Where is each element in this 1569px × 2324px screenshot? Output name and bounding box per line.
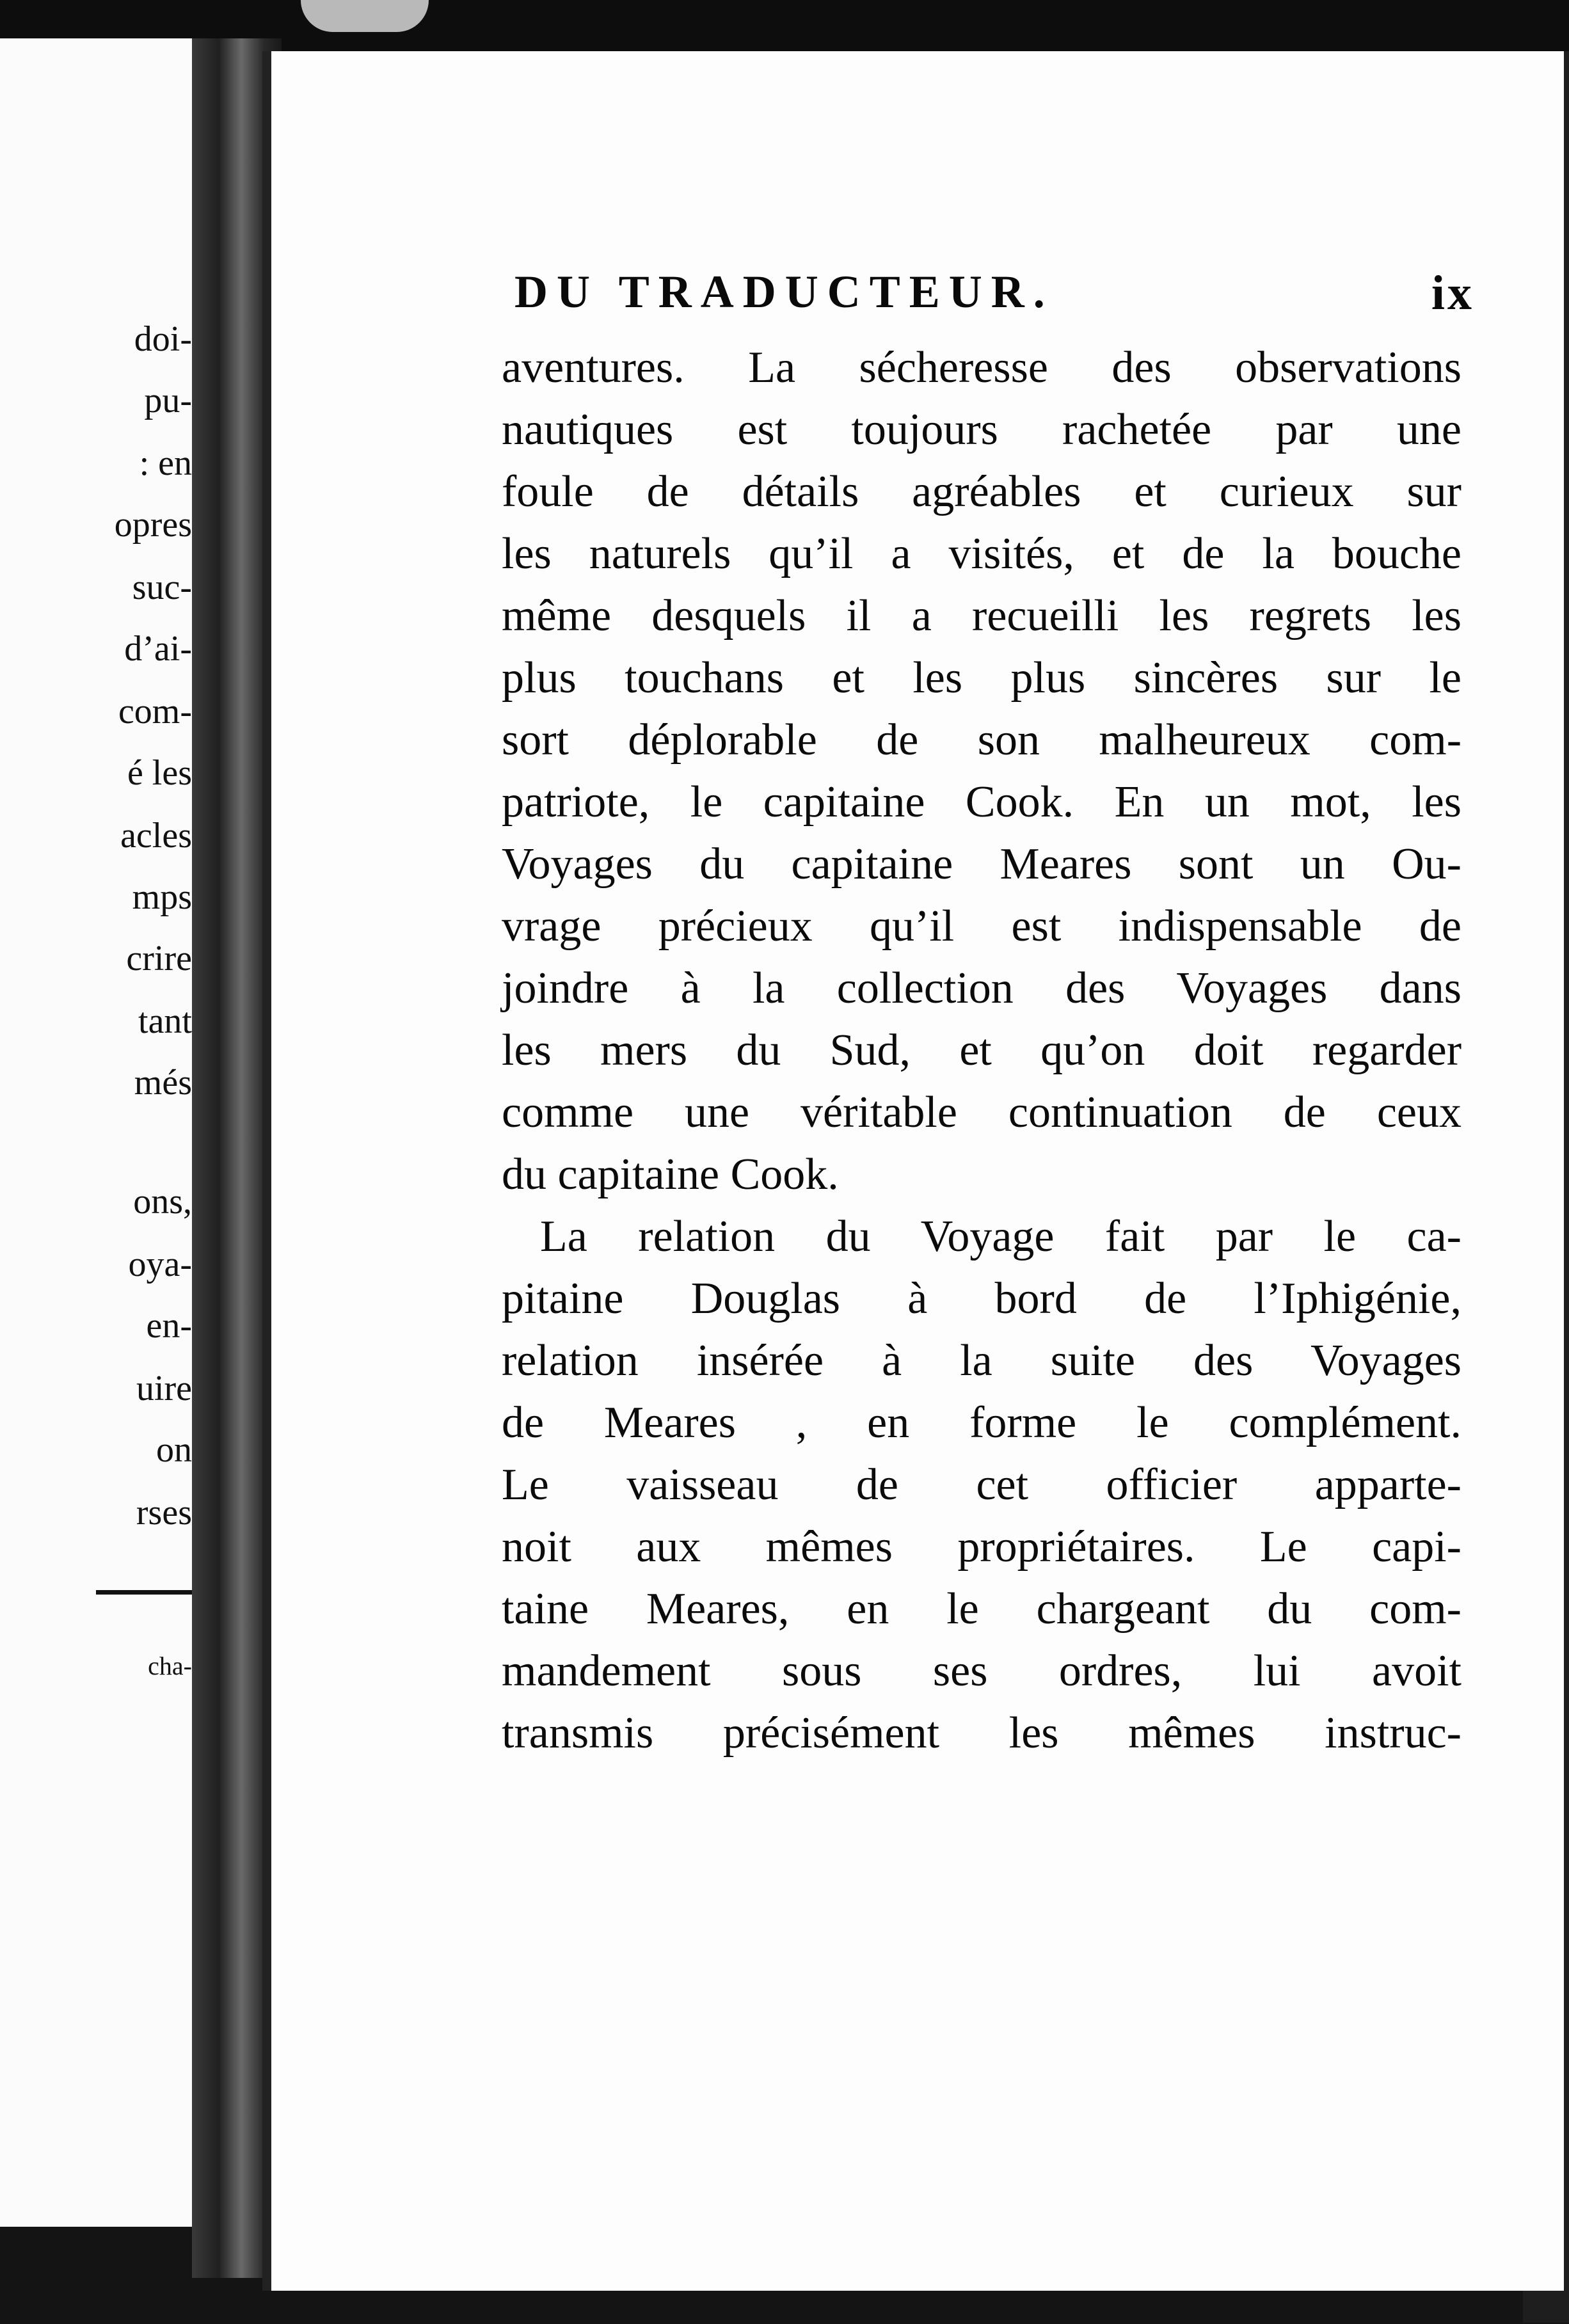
left-page — [0, 38, 192, 2227]
text-line: aventures. La sécheresse des observations — [502, 343, 1461, 392]
left-fragment: mps — [132, 877, 192, 917]
text-line: relation insérée à la suite des Voyages — [502, 1336, 1461, 1385]
footnote-rule — [96, 1590, 192, 1595]
running-head: DU TRADUCTEUR. — [514, 266, 1054, 317]
left-fragment: crire — [126, 939, 192, 978]
left-fragment: en- — [146, 1306, 192, 1346]
left-fragment: rses — [136, 1493, 192, 1532]
text-line: vrage précieux qu’il est indispensable de — [502, 902, 1461, 951]
left-fragment: uire — [136, 1369, 192, 1408]
text-line: taine Meares, en le chargeant du com- — [502, 1584, 1461, 1634]
left-fragment: doi- — [134, 319, 192, 359]
text-line: Le vaisseau de cet officier apparte- — [502, 1460, 1461, 1509]
text-line: même desquels il a recueilli les regrets les — [502, 591, 1461, 641]
text-line: les naturels qu’il a visités, et de la bouche — [502, 529, 1461, 578]
text-line: sort déplorable de son malheureux com- — [502, 715, 1461, 765]
page-number: ix — [1431, 266, 1474, 320]
text-line: foule de détails agréables et curieux sur — [502, 467, 1461, 516]
scan-top-notch — [301, 0, 429, 32]
text-line: plus touchans et les plus sincères sur le — [502, 653, 1461, 703]
footnote-fragment: cha- — [148, 1651, 192, 1680]
text-line: les mers du Sud, et qu’on doit regarder — [502, 1026, 1461, 1075]
text-line: patriote, le capitaine Cook. En un mot, les — [502, 777, 1461, 827]
text-line: pitaine Douglas à bord de l’Iphigénie, — [502, 1274, 1461, 1323]
text-line: mandement sous ses ordres, lui avoit — [502, 1646, 1461, 1696]
text-line: du capitaine Cook. — [502, 1150, 839, 1199]
left-fragment: é les — [127, 753, 192, 793]
right-page — [262, 51, 1564, 2291]
text-line: noit aux mêmes propriétaires. Le capi- — [502, 1522, 1461, 1572]
left-fragment: suc- — [132, 568, 192, 607]
text-line: Voyages du capitaine Meares sont un Ou- — [502, 840, 1461, 889]
left-fragment: acles — [120, 816, 192, 856]
left-fragment: d’ai- — [124, 629, 192, 669]
text-line: de Meares , en forme le complément. — [502, 1398, 1461, 1447]
left-fragment: ons, — [133, 1182, 192, 1222]
left-fragment: on — [156, 1430, 192, 1470]
paragraph-first-line: La relation du Voyage fait par le ca- — [540, 1212, 1461, 1261]
left-fragment: opres — [114, 505, 192, 545]
text-line: transmis précisément les mêmes instruc- — [502, 1708, 1461, 1758]
text-line: nautiques est toujours rachetée par une — [502, 405, 1461, 454]
left-fragment: tant — [138, 1001, 192, 1041]
text-line: comme une véritable continuation de ceux — [502, 1088, 1461, 1137]
left-fragment: oya- — [128, 1245, 192, 1284]
left-fragment: pu- — [144, 381, 192, 420]
text-line: joindre à la collection des Voyages dans — [502, 964, 1461, 1013]
left-fragment: com- — [118, 692, 192, 731]
left-fragment: més — [134, 1063, 192, 1102]
page-header — [514, 266, 1474, 336]
left-fragment: : en — [139, 443, 192, 483]
